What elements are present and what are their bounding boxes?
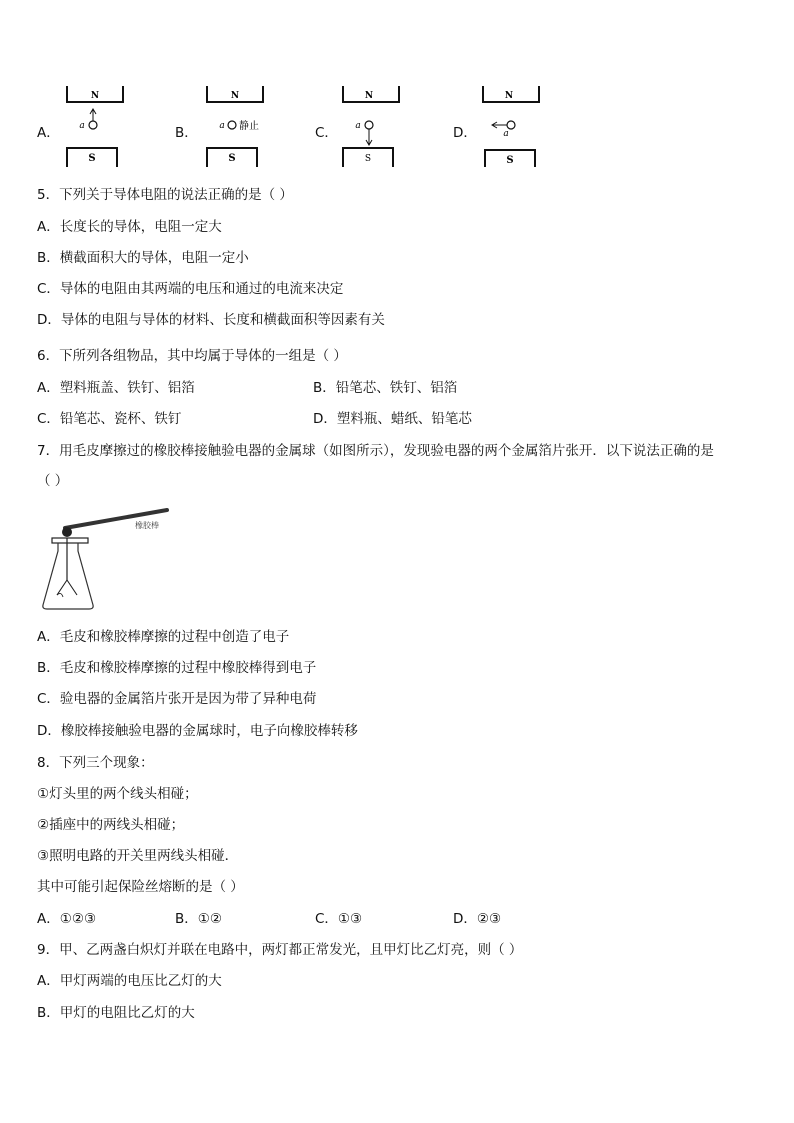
- q4-figure-row: [0, 78, 794, 173]
- q6-option-d: D．塑料瓶、蜡纸、铅笔芯: [313, 411, 472, 427]
- q8-question: 其中可能引起保险丝熔断的是（ ）: [37, 879, 244, 895]
- foil-curl: [57, 593, 63, 597]
- q5-stem: 5．下列关于导体电阻的说法正确的是（ ）: [37, 187, 293, 203]
- q8-item-1: ①灯头里的两个线头相碰；: [37, 786, 198, 802]
- south-label: S: [364, 154, 372, 164]
- q4-option-c-letter: C．: [315, 125, 338, 141]
- q6-stem: 6．下所列各组物品，其中均属于导体的一组是（ ）: [37, 348, 347, 364]
- point-a-marker: [507, 121, 515, 129]
- q9-option-b: B．甲灯的电阻比乙灯的大: [37, 1005, 195, 1021]
- metal-foil-left: [57, 580, 67, 595]
- south-label: S: [506, 155, 514, 166]
- q6-option-a: A．塑料瓶盖、铁钉、铝箔: [37, 380, 195, 396]
- point-a-label: a: [79, 121, 85, 131]
- q8-item-2: ②插座中的两线头相碰；: [37, 817, 185, 833]
- q7-option-d: D．橡胶棒接触验电器的金属球时，电子向橡胶棒转移: [37, 723, 358, 739]
- point-a-marker: [365, 121, 373, 129]
- q4-option-d-letter: D．: [453, 125, 477, 141]
- south-label: S: [88, 153, 96, 164]
- point-a-label: a: [219, 121, 225, 131]
- point-a-label: a: [503, 129, 509, 139]
- q8-option-a: A．①②③: [37, 911, 97, 927]
- q7-option-a: A．毛皮和橡胶棒摩擦的过程中创造了电子: [37, 629, 290, 645]
- rubber-rod-label: 橡胶棒: [135, 521, 159, 530]
- point-a-marker: [89, 121, 97, 129]
- south-label: S: [228, 153, 236, 164]
- q9-stem: 9．甲、乙两盏白炽灯并联在电路中，两灯都正常发光，且甲灯比乙灯亮，则（ ）: [37, 942, 523, 958]
- north-label: N: [230, 91, 240, 101]
- metal-ball: [62, 527, 72, 537]
- q8-option-b: B．①②: [175, 911, 222, 927]
- point-a-marker: [228, 121, 236, 129]
- q5-option-d: D．导体的电阻与导体的材料、长度和横截面积等因素有关: [37, 312, 385, 328]
- glass-flask: [43, 543, 93, 609]
- stopper: [52, 538, 88, 543]
- metal-foil-right: [67, 580, 77, 595]
- north-label: N: [504, 91, 514, 101]
- q6-option-b: B．铅笔芯、铁钉、铝箔: [313, 380, 458, 396]
- point-a-label: a: [355, 121, 361, 131]
- q4-option-b-figure: [200, 78, 270, 173]
- q9-option-a: A．甲灯两端的电压比乙灯的大: [37, 973, 222, 989]
- q5-option-a: A．长度长的导体，电阻一定大: [37, 219, 222, 235]
- north-label: N: [90, 91, 100, 101]
- q4-option-c-figure: [336, 78, 406, 173]
- north-label: N: [364, 91, 374, 101]
- q8-option-c: C．①③: [315, 911, 363, 927]
- q7-option-c: C．验电器的金属箔片张开是因为带了异种电荷: [37, 691, 317, 707]
- q4-option-a-figure: [60, 78, 130, 173]
- q4-option-b-letter: B．: [175, 125, 198, 141]
- q5-option-c: C．导体的电阻由其两端的电压和通过的电流来决定: [37, 281, 344, 297]
- electroscope-figure: [37, 505, 177, 615]
- q8-item-3: ③照明电路的开关里两线头相碰．: [37, 848, 239, 864]
- q6-option-c: C．铅笔芯、瓷杯、铁钉: [37, 411, 182, 427]
- q7-stem-line1: 7．用毛皮摩擦过的橡胶棒接触验电器的金属球（如图所示），发现验电器的两个金属箔片张开．以下说法正确的是: [37, 443, 714, 459]
- q7-option-b: B．毛皮和橡胶棒摩擦的过程中橡胶棒得到电子: [37, 660, 317, 676]
- q4-option-d-figure: [476, 78, 546, 173]
- q7-stem-line2: （ ）: [37, 473, 69, 489]
- q8-stem: 8．下列三个现象：: [37, 755, 154, 771]
- q8-option-d: D．②③: [453, 911, 502, 927]
- q4-option-a-letter: A．: [37, 125, 60, 141]
- static-note: 静止: [239, 121, 259, 132]
- q5-option-b: B．横截面积大的导体，电阻一定小: [37, 250, 249, 266]
